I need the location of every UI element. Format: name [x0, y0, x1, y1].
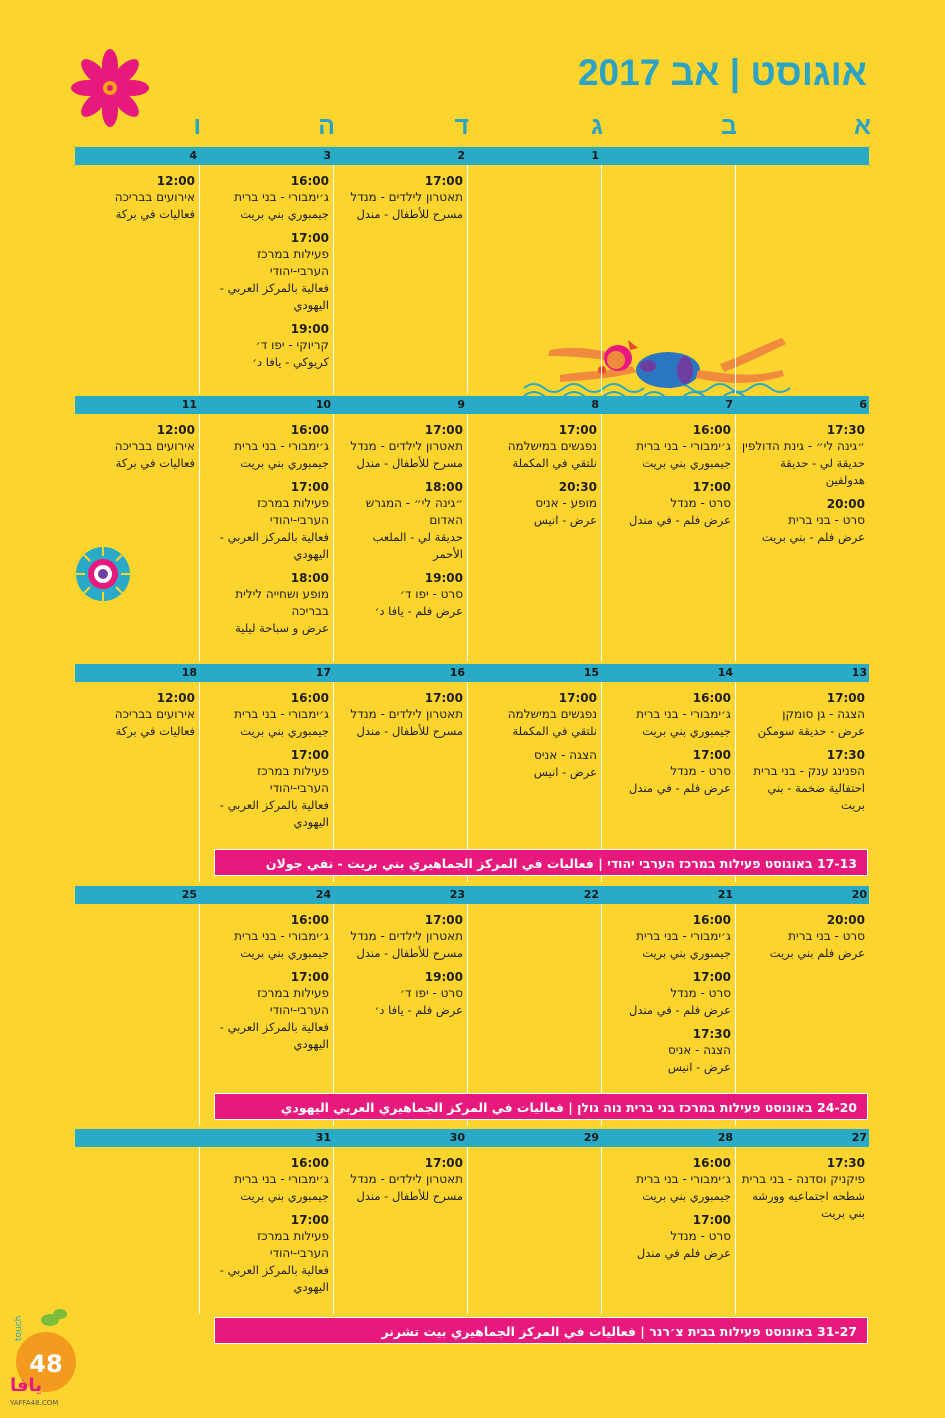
event-item — [473, 422, 597, 472]
day-number: 6 — [859, 398, 867, 411]
day-cell — [339, 912, 463, 1026]
event-title-arabic: مسرح للأطفال - مندل — [356, 1189, 463, 1203]
event-title-arabic: عرض فلم - يافا د׳ — [374, 604, 463, 618]
day-number: 25 — [181, 888, 197, 901]
event-item — [71, 422, 195, 472]
event-time: 17:00 — [558, 691, 597, 705]
event-item — [741, 690, 865, 740]
event-title-arabic: كريوكي - يافا د׳ — [252, 355, 329, 369]
event-title-arabic: جيمبوري بني بريت — [642, 946, 731, 960]
event-time: 18:00 — [424, 480, 463, 494]
event-title-arabic: عرض فلم - يافا د׳ — [374, 1003, 463, 1017]
column-divider — [333, 165, 334, 394]
event-time: 16:00 — [290, 913, 329, 927]
event-title-hebrew: מופע - אניס — [535, 496, 597, 510]
event-title-arabic: فعالية بالمركز العربي - اليهودي — [219, 1263, 329, 1294]
event-title-hebrew: ג׳ימבורי - בני ברית — [234, 439, 329, 453]
event-item — [339, 969, 463, 1019]
event-title-arabic: مسرح للأطفال - مندل — [356, 724, 463, 738]
event-title-arabic: نلتقي في المكملة — [512, 456, 597, 470]
event-time: 19:00 — [290, 322, 329, 336]
event-title-hebrew: ג׳ימבורי - בני ברית — [234, 929, 329, 943]
event-item — [205, 321, 329, 371]
event-item — [205, 173, 329, 223]
event-item — [741, 747, 865, 814]
event-item — [339, 1155, 463, 1205]
event-time: 17:00 — [290, 748, 329, 762]
event-item — [71, 690, 195, 740]
event-time: 17:30 — [826, 748, 865, 762]
event-title-hebrew: פעילות במרכז הערבי-יהודי — [257, 764, 329, 795]
event-title-arabic: فعاليات في بركة — [115, 724, 195, 738]
event-title-arabic: فعالية بالمركز العربي - اليهودي — [219, 281, 329, 312]
event-title-arabic: عرض فلم - في مندل — [629, 781, 731, 795]
week-row — [75, 886, 869, 1126]
event-title-hebrew: אירועים בבריכה — [114, 190, 195, 204]
day-number: 27 — [851, 1131, 867, 1144]
event-item — [205, 570, 329, 637]
week-row — [75, 396, 869, 662]
event-title-arabic: فعالية بالمركز العربي - اليهودي — [219, 530, 329, 561]
event-item — [205, 422, 329, 472]
svg-text:YAFFA48.COM: YAFFA48.COM — [10, 1399, 59, 1407]
day-cell — [741, 912, 865, 969]
event-title-arabic: جيمبوري بني بريت — [642, 456, 731, 470]
day-number: 23 — [449, 888, 465, 901]
week-banner: 24-20 באוגוסט פעילות במרכז בני ברית נוה גולן | فعاليات في المركز الجماهيري العربي اليهودي — [214, 1093, 868, 1120]
day-cell — [205, 422, 329, 644]
column-divider — [467, 1147, 468, 1314]
event-title-hebrew: פעילות במרכז הערבי-יהודי — [257, 1229, 329, 1260]
day-number: 1 — [591, 149, 599, 162]
event-time: 17:00 — [692, 1213, 731, 1227]
event-title-arabic: عرض و سباحة ليلية — [235, 621, 329, 635]
event-title-arabic: مسرح للأطفال - مندل — [356, 946, 463, 960]
event-item — [473, 747, 597, 781]
event-time: 17:00 — [692, 970, 731, 984]
event-title-hebrew: הצגה - גן סומקן — [782, 707, 865, 721]
event-title-arabic: عرض فلم بني بريت — [769, 946, 865, 960]
day-number: 7 — [725, 398, 733, 411]
event-time: 16:00 — [692, 913, 731, 927]
event-title-hebrew: ג׳ימבורי - בני ברית — [234, 707, 329, 721]
event-time: 18:00 — [290, 571, 329, 585]
event-title-hebrew: סרט - בני ברית — [788, 929, 865, 943]
event-item — [205, 747, 329, 831]
column-divider — [333, 414, 334, 662]
event-title-hebrew: הצגה - אניס — [534, 748, 597, 762]
day-cell — [607, 1155, 731, 1269]
event-time: 16:00 — [290, 174, 329, 188]
day-cell — [741, 422, 865, 553]
day-number — [736, 147, 867, 165]
event-title-arabic: جيمبوري بني بريت — [642, 1189, 731, 1203]
event-title-arabic: احتفالية ضخمة - بني بريت — [767, 781, 865, 812]
day-number: 3 — [323, 149, 331, 162]
event-item — [607, 479, 731, 529]
event-item — [607, 1212, 731, 1262]
event-title-hebrew: אירועים בבריכה — [114, 707, 195, 721]
event-item — [607, 690, 731, 740]
event-title-arabic: جيمبوري بني بريت — [240, 946, 329, 960]
event-time: 20:00 — [826, 913, 865, 927]
day-number: 28 — [717, 1131, 733, 1144]
event-title-hebrew: ג׳ימבורי - בני ברית — [234, 190, 329, 204]
day-cell — [607, 422, 731, 536]
event-title-hebrew: קריוקי - יפו ד׳ — [255, 338, 329, 352]
event-item — [339, 690, 463, 740]
column-divider — [735, 414, 736, 662]
event-title-arabic: نلتقي في المكملة — [512, 724, 597, 738]
event-title-hebrew: תאטרון לילדים - מנדל — [350, 707, 463, 721]
event-title-hebrew: סרט - מנדל — [670, 764, 731, 778]
svg-text:48: 48 — [29, 1350, 63, 1378]
event-item — [607, 747, 731, 797]
event-item — [339, 479, 463, 563]
day-number: 10 — [315, 398, 331, 411]
event-time: 17:00 — [424, 913, 463, 927]
day-number: 22 — [583, 888, 599, 901]
day-cell — [339, 690, 463, 747]
column-divider — [735, 165, 736, 394]
day-number: 24 — [315, 888, 331, 901]
event-title-arabic: عرض فلم في مندل — [636, 1246, 731, 1260]
event-time: 16:00 — [692, 423, 731, 437]
column-divider — [199, 1147, 200, 1314]
event-time: 16:00 — [290, 691, 329, 705]
event-item — [205, 1155, 329, 1205]
event-title-hebrew: ״גינה לי״ - גינת הדולפין — [741, 439, 865, 453]
event-title-arabic: حديقة لي - الملعب الأحمر — [372, 530, 463, 561]
day-cell — [205, 173, 329, 378]
event-time: 17:00 — [290, 231, 329, 245]
event-title-hebrew: הפנינג ענק - בני ברית — [753, 764, 865, 778]
event-title-hebrew: פעילות במרכז הערבי-יהודי — [257, 247, 329, 278]
column-divider — [601, 1147, 602, 1314]
event-title-hebrew: פעילות במרכז הערבי-יהודי — [257, 986, 329, 1017]
event-time: 12:00 — [156, 174, 195, 188]
day-cell — [339, 173, 463, 230]
event-title-hebrew: סרט - יפו ד׳ — [399, 587, 463, 601]
event-time: 17:00 — [558, 423, 597, 437]
event-time: 16:00 — [290, 423, 329, 437]
column-divider — [467, 414, 468, 662]
day-cell — [205, 912, 329, 1060]
event-item — [205, 230, 329, 314]
event-item — [339, 422, 463, 472]
day-number: 11 — [181, 398, 197, 411]
event-title-arabic: عرض فلم - بني بريت — [761, 530, 865, 544]
event-title-arabic: فعالية بالمركز العربي - اليهودي — [219, 798, 329, 829]
event-time: 20:00 — [826, 497, 865, 511]
event-time: 19:00 — [424, 970, 463, 984]
event-title-hebrew: מופע ושחייה לילית בבריכה — [235, 587, 329, 618]
event-item — [741, 1155, 865, 1222]
event-time: 12:00 — [156, 691, 195, 705]
event-time: 17:00 — [826, 691, 865, 705]
weekday-header: ג — [591, 112, 603, 140]
event-title-hebrew: סרט - מנדל — [670, 1229, 731, 1243]
day-number: 15 — [583, 666, 599, 679]
event-time: 17:00 — [692, 480, 731, 494]
event-title-arabic: حديقة لي - حديقة هدولفين — [780, 456, 865, 487]
day-cell — [71, 173, 195, 230]
event-title-arabic: فعاليات في بركة — [115, 456, 195, 470]
event-title-hebrew: פעילות במרכז הערבי-יהודי — [257, 496, 329, 527]
column-divider — [467, 165, 468, 394]
column-divider — [199, 904, 200, 1126]
event-title-hebrew: סרט - מנדל — [670, 496, 731, 510]
event-time: 17:30 — [692, 1027, 731, 1041]
day-number — [66, 1129, 197, 1147]
day-number: 9 — [457, 398, 465, 411]
day-cell — [339, 1155, 463, 1212]
column-divider — [199, 682, 200, 882]
event-title-arabic: جيمبوري بني بريت — [240, 1189, 329, 1203]
day-number: 16 — [449, 666, 465, 679]
event-title-arabic: جيمبوري بني بريت — [240, 207, 329, 221]
weekday-header: א — [853, 112, 871, 140]
day-number: 29 — [583, 1131, 599, 1144]
column-divider — [333, 1147, 334, 1314]
event-item — [339, 173, 463, 223]
event-title-arabic: عرض - انيس — [533, 513, 597, 527]
yaffa48-logo — [8, 1305, 80, 1410]
event-time: 17:00 — [692, 748, 731, 762]
day-number: 21 — [717, 888, 733, 901]
event-title-hebrew: תאטרון לילדים - מנדל — [350, 929, 463, 943]
day-number: 20 — [851, 888, 867, 901]
week-banner: 31-27 באוגוסט פעילות בבית צ׳רנר | فعاليات في المركز الجماهيري بيت تشرنر — [214, 1317, 868, 1344]
event-time: 19:00 — [424, 571, 463, 585]
day-cell — [741, 690, 865, 821]
event-title-hebrew: ״גינה לי״ - המגרש האדום — [365, 496, 463, 527]
event-item — [607, 1026, 731, 1076]
event-item — [71, 173, 195, 223]
day-cell — [607, 690, 731, 804]
event-time: 17:00 — [424, 423, 463, 437]
event-title-hebrew: תאטרון לילדים - מנדל — [350, 439, 463, 453]
event-title-hebrew: סרט - מנדל — [670, 986, 731, 1000]
day-cell — [205, 1155, 329, 1303]
day-number: 2 — [457, 149, 465, 162]
event-title-hebrew: תאטרון לילדים - מנדל — [350, 1172, 463, 1186]
event-title-arabic: عرض - انيس — [533, 765, 597, 779]
column-divider — [601, 414, 602, 662]
column-divider — [199, 165, 200, 394]
event-title-arabic: عرض - حديقة سومكن — [757, 724, 865, 738]
event-time: 17:00 — [424, 174, 463, 188]
event-title-hebrew: פיקניק וסדנה - בני ברית — [741, 1172, 865, 1186]
event-time: 17:30 — [826, 1156, 865, 1170]
event-title-hebrew: אירועים בבריכה — [114, 439, 195, 453]
event-title-arabic: عرض فلم - في مندل — [629, 1003, 731, 1017]
event-item — [607, 422, 731, 472]
event-time: 17:00 — [290, 480, 329, 494]
event-title-arabic: عرض - انيس — [667, 1060, 731, 1074]
event-title-hebrew: נפגשים במישלמה — [507, 439, 597, 453]
event-time: 12:00 — [156, 423, 195, 437]
event-item — [205, 969, 329, 1053]
event-item — [339, 570, 463, 620]
day-number: 17 — [315, 666, 331, 679]
event-item — [607, 1155, 731, 1205]
day-number — [602, 147, 733, 165]
column-divider — [199, 414, 200, 662]
day-cell — [71, 690, 195, 747]
event-title-arabic: جيمبوري بني بريت — [240, 456, 329, 470]
event-time: 17:00 — [424, 691, 463, 705]
event-item — [473, 479, 597, 529]
day-number: 8 — [591, 398, 599, 411]
column-divider — [601, 165, 602, 394]
event-item — [205, 479, 329, 563]
day-number: 31 — [315, 1131, 331, 1144]
day-number: 13 — [851, 666, 867, 679]
event-item — [607, 969, 731, 1019]
day-cell — [607, 912, 731, 1083]
event-time: 17:00 — [424, 1156, 463, 1170]
event-title-hebrew: סרט - יפו ד׳ — [399, 986, 463, 1000]
event-item — [339, 912, 463, 962]
page-title: אוגוסט | אב 2017 — [577, 52, 867, 93]
event-title-arabic: جيمبوري بني بريت — [642, 724, 731, 738]
event-item — [741, 496, 865, 546]
event-title-hebrew: ג׳ימבורי - בני ברית — [636, 439, 731, 453]
event-time: 16:00 — [692, 691, 731, 705]
event-title-hebrew: ג׳ימבורי - בני ברית — [636, 707, 731, 721]
event-title-hebrew: הצגה - אניס — [668, 1043, 731, 1057]
event-item — [205, 912, 329, 962]
event-time: 17:00 — [290, 970, 329, 984]
event-time: 16:00 — [692, 1156, 731, 1170]
day-cell — [339, 422, 463, 627]
event-title-arabic: فعالية بالمركز العربي - اليهودي — [219, 1020, 329, 1051]
week-row — [75, 147, 869, 394]
event-title-hebrew: תאטרון לילדים - מנדל — [350, 190, 463, 204]
day-number: 18 — [181, 666, 197, 679]
svg-text:touch: touch — [14, 1315, 24, 1341]
event-title-arabic: شطحه اجتماعيه وورشه بني بريت — [752, 1189, 865, 1220]
day-cell — [205, 690, 329, 838]
week-banner: 17-13 באוגוסט פעילות במרכז הערבי יהודי | فعاليات في المركز الجماهيري بني بريت - نفي جولان — [214, 849, 868, 876]
event-time: 16:00 — [290, 1156, 329, 1170]
day-cell — [473, 422, 597, 536]
event-title-arabic: فعاليات في بركة — [115, 207, 195, 221]
day-number: 14 — [717, 666, 733, 679]
weekday-header: ו — [193, 112, 201, 140]
event-title-arabic: جيمبوري بني بريت — [240, 724, 329, 738]
column-divider — [735, 1147, 736, 1314]
event-item — [473, 690, 597, 740]
svg-text:يافا: يافا — [10, 1375, 43, 1396]
event-item — [741, 422, 865, 489]
event-item — [205, 690, 329, 740]
event-time: 17:00 — [290, 1213, 329, 1227]
day-number: 30 — [449, 1131, 465, 1144]
event-title-hebrew: סרט - בני ברית — [788, 513, 865, 527]
event-item — [607, 912, 731, 962]
day-cell — [741, 1155, 865, 1229]
day-number: 4 — [189, 149, 197, 162]
event-title-arabic: مسرح للأطفال - مندل — [356, 456, 463, 470]
week-row — [75, 1129, 869, 1314]
event-title-hebrew: ג׳ימבורי - בני ברית — [636, 1172, 731, 1186]
day-cell — [473, 690, 597, 788]
day-cell — [71, 422, 195, 479]
event-time: 17:30 — [826, 423, 865, 437]
event-title-arabic: مسرح للأطفال - مندل — [356, 207, 463, 221]
event-title-arabic: عرض فلم - في مندل — [629, 513, 731, 527]
event-title-hebrew: ג׳ימבורי - בני ברית — [636, 929, 731, 943]
event-title-hebrew: ג׳ימבורי - בני ברית — [234, 1172, 329, 1186]
weekday-header: ד — [454, 112, 469, 140]
event-time: 20:30 — [558, 480, 597, 494]
event-item — [741, 912, 865, 962]
weekday-header: ה — [318, 112, 335, 140]
event-item — [205, 1212, 329, 1296]
weekday-header: ב — [720, 112, 737, 140]
event-title-hebrew: נפגשים במישלמה — [507, 707, 597, 721]
